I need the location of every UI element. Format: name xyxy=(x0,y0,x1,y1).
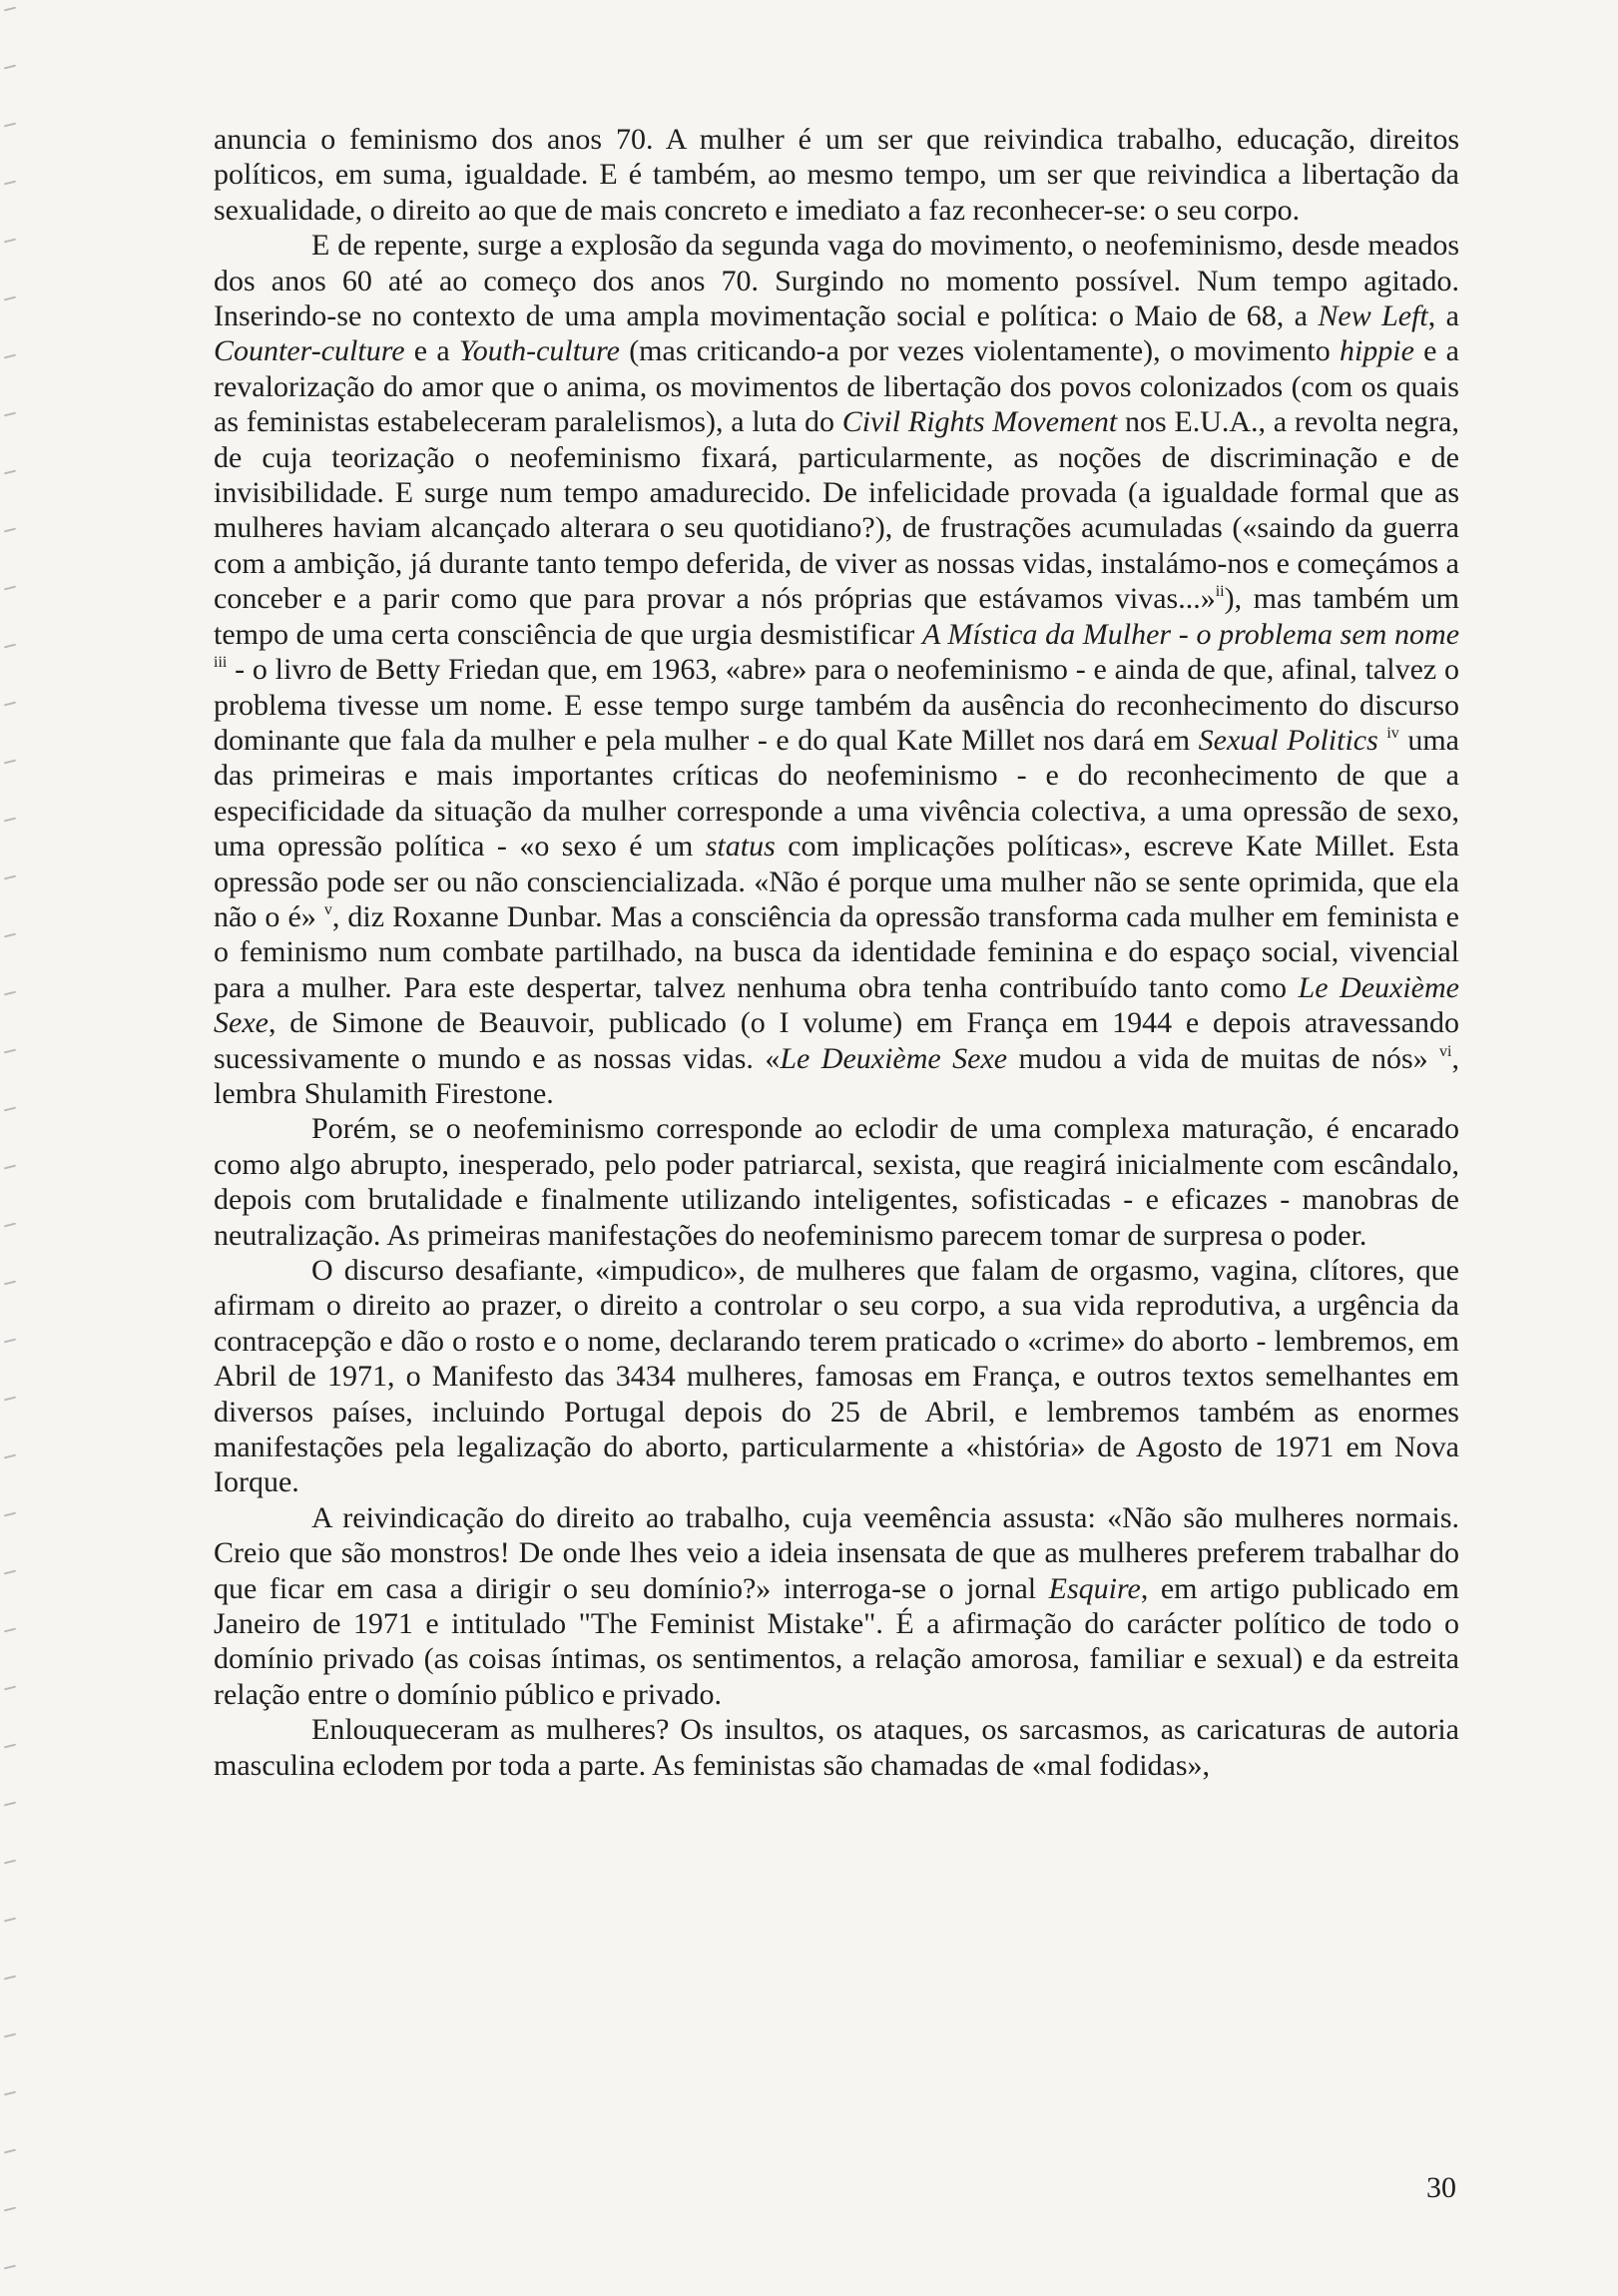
text-run: , em artigo publicado em Janeiro de 1971 e intitulado "The Feminist Mistake". É a afirmação do carácter político de todo o domínio privado (as coisas íntimas, os sentimentos, a relação amorosa, familiar e sexual) e da estreita relação entre o domínio público e privado. xyxy=(214,1571,1459,1711)
binding-mark xyxy=(4,2265,16,2270)
page-number: 30 xyxy=(1426,2171,1456,2204)
text-run: A reivindicação do direito ao trabalho, cuja veemência assusta: «Não são mulheres normais. Creio que são monstros! De onde lhes veio a ideia insensata de que as mulheres preferem trabalhar do que ficar em casa a dirigir o seu domínio?» interroga-se o jornal xyxy=(214,1500,1459,1605)
binding-mark xyxy=(4,2207,16,2212)
binding-mark xyxy=(4,818,16,823)
binding-mark xyxy=(4,1107,16,1112)
binding-mark xyxy=(4,1686,16,1691)
binding-mark xyxy=(4,1744,16,1749)
italic-title: Youth-culture xyxy=(458,334,620,368)
binding-mark xyxy=(4,470,16,475)
binding-mark xyxy=(4,123,16,128)
binding-edge xyxy=(0,0,26,2296)
italic-title: Le Deuxième Sexe xyxy=(780,1041,1008,1075)
footnote-marker: ii xyxy=(1215,583,1225,601)
binding-mark xyxy=(4,1339,16,1344)
binding-mark xyxy=(4,1454,16,1459)
binding-mark xyxy=(4,7,16,12)
text-run: , de Simone de Beauvoir, publicado (o I volume) em França em 1944 e depois atravessando sucessivamente o mundo e as nossas vidas. « xyxy=(214,1006,1459,1075)
paragraph: Porém, se o neofeminismo corresponde ao eclodir de uma complexa maturação, é encarado como algo abrupto, inesperado, pelo poder patriarcal, sexista, que reagirá inicialmente com escândalo, depois com brutalidade e finalmente utilizando inteligentes, sofisticadas - e eficazes - manobras de neutralização. As primeiras manifestações do neofeminismo parecem tomar de surpresa o poder. xyxy=(214,1112,1459,1252)
binding-mark xyxy=(4,1281,16,1286)
paragraph: Enlouqueceram as mulheres? Os insultos, os ataques, os sarcasmos, as caricaturas de autoria masculina eclodem por toda a parte. As feministas são chamadas de «mal fodidas», xyxy=(214,1713,1459,1782)
binding-mark xyxy=(4,702,16,707)
italic-title: Civil Rights Movement xyxy=(841,405,1118,439)
binding-mark xyxy=(4,991,16,996)
body-text xyxy=(214,122,1459,1783)
binding-mark xyxy=(4,1802,16,1807)
paragraph: O discurso desafiante, «impudico», de mulheres que falam de orgasmo, vagina, clítores, que afirmam o direito ao prazer, o direito a controlar o seu corpo, a sua vida reprodutiva, a urgência da contracepção e dão o rosto e o nome, declarando terem praticado o «crime» do aborto - lembremos, em Abril de 1971, o Manifesto das 3434 mulheres, famosas em França, e outros textos semelhantes em diversos países, incluindo Portugal depois do 25 de Abril, e lembremos também as enormes manifestações pela legalização do aborto, particularmente a «história» de Agosto de 1971 em Nova Iorque. xyxy=(214,1254,1459,1499)
binding-mark xyxy=(4,528,16,533)
binding-mark xyxy=(4,933,16,938)
text-run: e a xyxy=(404,334,459,368)
text-run: , diz Roxanne Dunbar. Mas a consciência da opressão transforma cada mulher em feminista e o feminismo num combate partilhado, na busca da identidade feminina e do espaço social, vivencial para a mulher. Para este despertar, talvez nenhuma obra tenha contribuído tanto como xyxy=(214,899,1459,1004)
italic-title: Sexual Politics xyxy=(1198,723,1378,757)
footnote-marker: iv xyxy=(1386,724,1399,742)
binding-mark xyxy=(4,1628,16,1633)
text-run: mudou a vida de muitas de nós» xyxy=(1007,1041,1440,1075)
binding-mark xyxy=(4,644,16,649)
binding-mark xyxy=(4,2149,16,2154)
binding-mark xyxy=(4,1165,16,1170)
footnote-marker: iii xyxy=(214,654,228,672)
italic-title: status xyxy=(705,830,776,863)
text-run: (mas criticando-a por vezes violentamente), o movimento xyxy=(619,334,1340,368)
text-run: nos E.U.A., a revolta negra, de cuja teorização o neofeminismo fixará, particularmente, as noções de discriminação e de invisibilidade. E surge num tempo amadurecido. De infelicidade provada (a igualdade formal que as mulheres haviam alcançado alterara o seu quotidiano?), de frustrações acumuladas («saindo da guerra com a ambição, já durante tanto tempo deferida, de viver as nossas vidas, instalámo-nos e começámos a conceber e a parir como que para provar a nós próprias que estávamos vivas...» xyxy=(214,405,1459,616)
text-run: , a xyxy=(1427,299,1459,333)
paragraph: anuncia o feminismo dos anos 70. A mulher é um ser que reivindica trabalho, educação, direitos políticos, em suma, igualdade. E é também, ao mesmo tempo, um ser que reivindica a libertação da sexualidade, o direito ao que de mais concreto e imediato a faz reconhecer-se: o seu corpo. xyxy=(214,123,1459,227)
binding-mark xyxy=(4,1223,16,1228)
binding-mark xyxy=(4,354,16,359)
binding-mark xyxy=(4,412,16,417)
binding-mark xyxy=(4,760,16,765)
binding-mark xyxy=(4,1512,16,1517)
italic-title: Le Deuxième Sexe xyxy=(214,970,1459,1040)
footnote-marker: v xyxy=(323,900,332,918)
text-run: E de repente, surge a explosão da segunda vaga do movimento, o neofeminismo, desde meados dos anos 60 até ao começo dos anos 70. Surgindo no momento possível. Num tempo agitado. Inserindo-se no contexto de uma ampla movimentação social e política: o Maio de 68, a xyxy=(214,229,1459,333)
binding-mark xyxy=(4,875,16,880)
binding-mark xyxy=(4,1918,16,1923)
paragraph xyxy=(214,228,1459,1111)
binding-mark xyxy=(4,586,16,591)
italic-title: A Mística da Mulher - o problema sem nome xyxy=(921,617,1460,651)
binding-mark xyxy=(4,1860,16,1865)
binding-mark xyxy=(4,296,16,301)
italic-title: New Left xyxy=(1318,299,1428,333)
binding-mark xyxy=(4,2033,16,2038)
text-run: uma das primeiras e mais importantes críticas do neofeminismo - e do reconhecimento de que a especificidade da situação da mulher corresponde a uma vivência colectiva, a uma opressão de sexo, uma opressão política - «o sexo é um xyxy=(214,723,1459,863)
italic-title: Esquire xyxy=(1048,1571,1141,1605)
binding-mark xyxy=(4,239,16,244)
binding-mark xyxy=(4,1570,16,1575)
paragraph xyxy=(214,1500,1459,1712)
footnote-marker: vi xyxy=(1439,1042,1452,1060)
binding-mark xyxy=(4,1976,16,1981)
italic-title: Counter-culture xyxy=(214,334,405,368)
text-run: - o livro de Betty Friedan que, em 1963, «abre» para o neofeminismo - e ainda de que, afinal, talvez o problema tivesse um nome. E esse tempo surge também da ausência do reconhecimento do discurso dominante que fala da mulher e pela mulher - e do qual Kate Millet nos dará em xyxy=(214,653,1459,757)
binding-mark xyxy=(4,1049,16,1054)
text-run: e a revalorização do amor que o anima, os movimentos de libertação dos povos colonizados (com os quais as feministas estabeleceram paralelismos), a luta do xyxy=(214,334,1459,439)
text-run: com implicações políticas», escreve Kate Millet. Esta opressão pode ser ou não consciencializada. «Não é porque uma mulher não se sente oprimida, que ela não o é» xyxy=(214,830,1459,933)
binding-mark xyxy=(4,65,16,70)
text-run: , lembra Shulamith Firestone. xyxy=(214,1041,1459,1110)
binding-mark xyxy=(4,181,16,186)
binding-mark xyxy=(4,1397,16,1402)
text-run: ), mas também um tempo de uma certa consciência de que urgia desmistificar xyxy=(214,582,1459,651)
binding-mark xyxy=(4,2091,16,2096)
italic-title: hippie xyxy=(1339,334,1414,368)
